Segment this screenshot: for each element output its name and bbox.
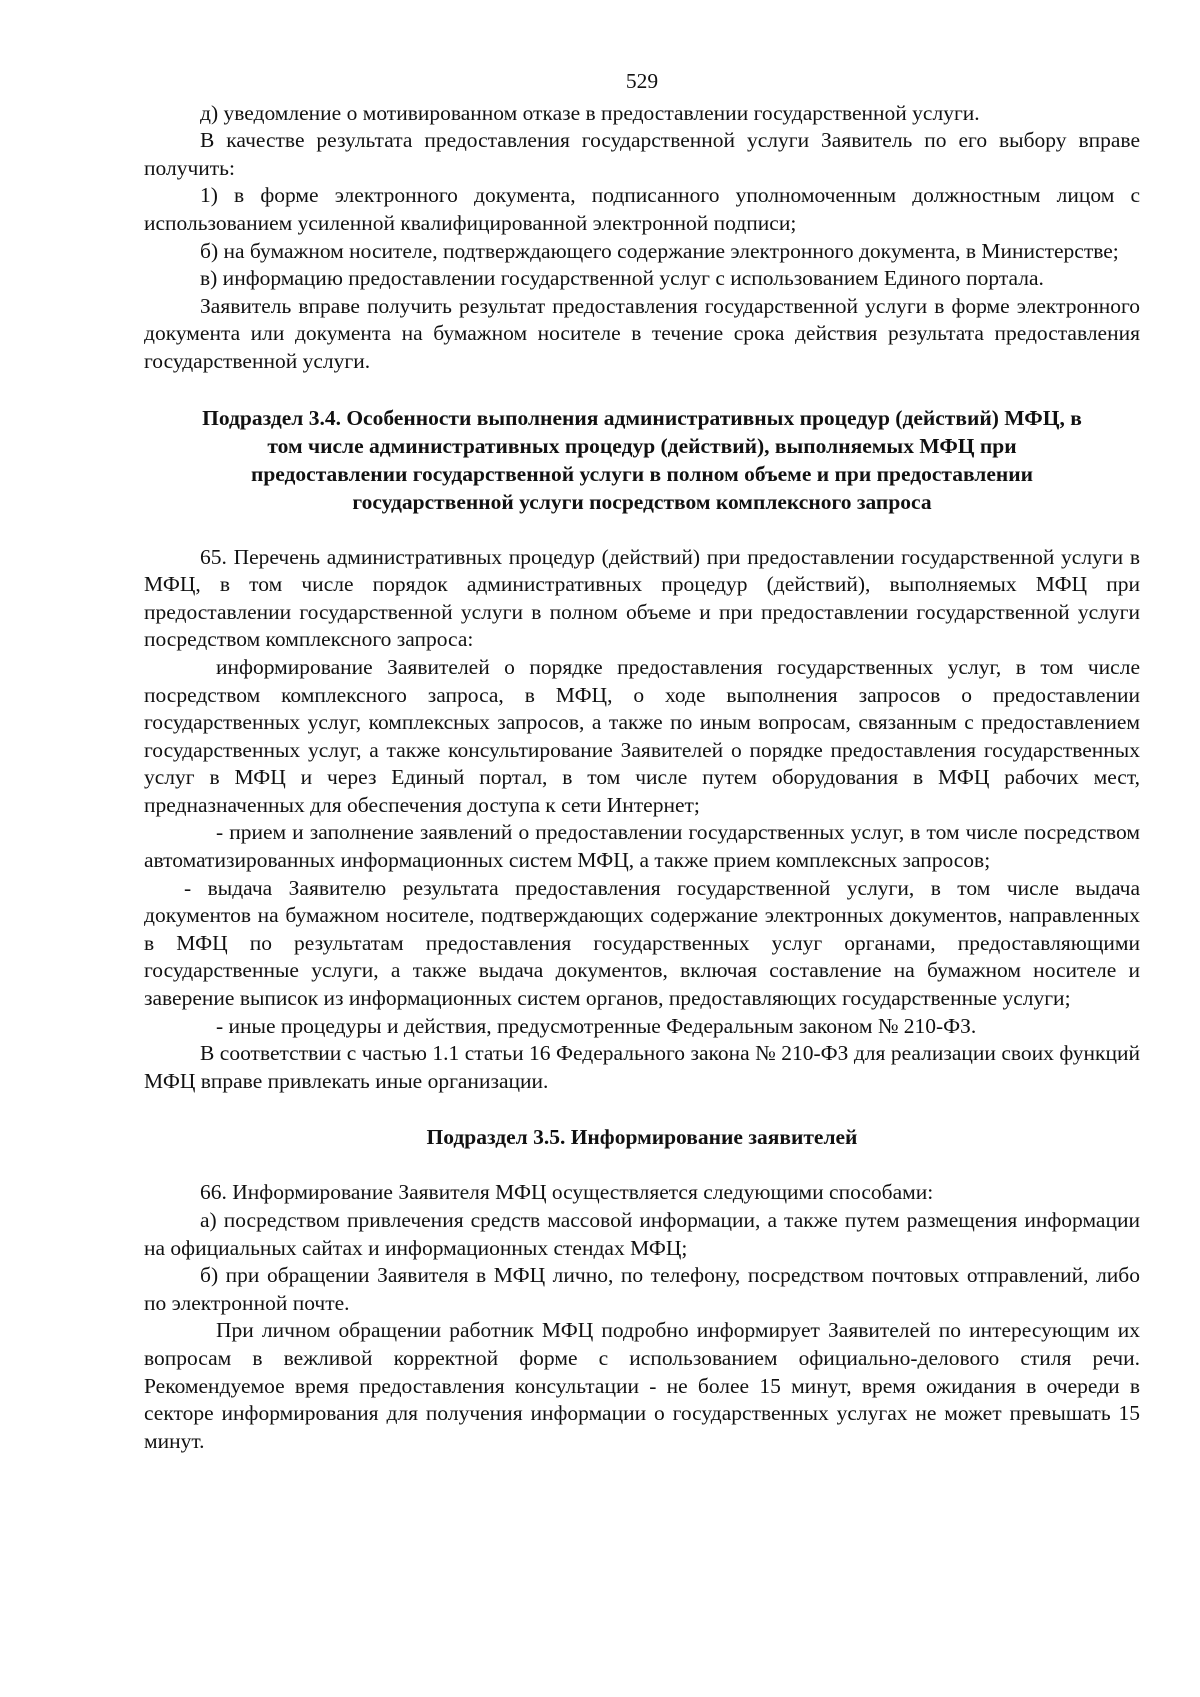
paragraph: - прием и заполнение заявлений о предоставлении государственных услуг, в том числе посредством автоматизированных информационных систем МФЦ, а также прием комплексных запросов; [144,820,1140,873]
document-page [144,68,1140,1455]
paragraph: б) на бумажном носителе, подтверждающего содержание электронного документа, в Министерстве; [200,238,1119,263]
paragraph: - выдача Заявителю результата предоставления государственной услуги, в том числе выдача документов на бумажном носителе, подтверждающих содержание электронных документов, направленных в МФЦ по результатам предоставления государственных услуг органами, предоставляющими государственные услуги, а также выдача документов, включая составление на бумажном носителе и заверение выписок из информационных систем органов, предоставляющих государственные услуги; [144,875,1140,1011]
paragraph: б) при обращении Заявителя в МФЦ лично, по телефону, посредством почтовых отправлений, либо по электронной почте. [144,1263,1140,1315]
paragraph: - иные процедуры и действия, предусмотренные Федеральным законом № 210-ФЗ. [216,1013,977,1038]
paragraph: 66. Информирование Заявителя МФЦ осуществляется следующими способами: [200,1180,934,1205]
section-3-4-body [144,544,1140,1096]
paragraph: 1) в форме электронного документа, подписанного уполномоченным должностным лицом с использованием усиленной квалифицированной электронной подписи; [144,183,1140,235]
paragraph: информирование Заявителей о порядке предоставления государственных услуг, в том числе посредством комплексного запроса, в МФЦ, о ходе выполнения запросов о предоставлении государственных услуг, комплексных запросов, а также по иным вопросам, связанным с предоставлением государственных услуг, а также консультирование Заявителей о порядке предоставления государственных услуг в МФЦ и через Единый портал, в том числе путем оборудования в МФЦ рабочих мест, предназначенных для обеспечения доступа к сети Интернет; [144,654,1140,817]
paragraph: При личном обращении работник МФЦ подробно информирует Заявителей по интересующим их вопросам в вежливой корректной форме с использованием официально-делового стиля речи. Рекомендуемое время предоставления консультации - не более 15 минут, время ожидания в очереди в секторе информирования для получения информации о государственных услугах не может превышать 15 минут. [144,1318,1140,1453]
heading-line: государственной услуги посредством комплексного запроса [352,489,932,514]
heading-line: предоставлении государственной услуги в полном объеме и при предоставлении [250,461,1034,486]
section-heading-3-5: Подраздел 3.5. Информирование заявителей [426,1125,858,1150]
paragraph: д) уведомление о мотивированном отказе в предоставлении государственной услуги. [200,100,980,125]
section-heading-3-4 [144,404,1140,516]
paragraph: 65. Перечень административных процедур (действий) при предоставлении государственной услуги в МФЦ, в том числе порядок административных процедур (действий), выполняемых МФЦ при предоставлении государственной услуги в полном объеме и при предоставлении государственной услуги посредством комплексного запроса: [144,544,1140,652]
paragraph: в) информацию предоставлении государственной услуг с использованием Единого портала. [200,266,1044,291]
section-3-5-body [144,1179,1140,1455]
paragraph: В соответствии с частью 1.1 статьи 16 Федерального закона № 210-ФЗ для реализации своих функций МФЦ вправе привлекать иные организации. [144,1041,1140,1093]
heading-line: том числе административных процедур (действий), выполняемых МФЦ при [267,433,1017,458]
paragraph: В качестве результата предоставления государственной услуги Заявитель по его выбору вправе получить: [144,128,1140,180]
heading-line: Подраздел 3.4. Особенности выполнения административных процедур (действий) МФЦ, в [202,405,1082,430]
paragraph: а) посредством привлечения средств массовой информации, а также путем размещения информации на официальных сайтах и информационных стендах МФЦ; [144,1208,1140,1260]
intro-block [144,100,1140,376]
page-number: 529 [625,69,659,93]
paragraph: Заявитель вправе получить результат предоставления государственной услуги в форме электронного документа или документа на бумажном носителе в течение срока действия результата предоставления государственной услуги. [144,293,1140,373]
